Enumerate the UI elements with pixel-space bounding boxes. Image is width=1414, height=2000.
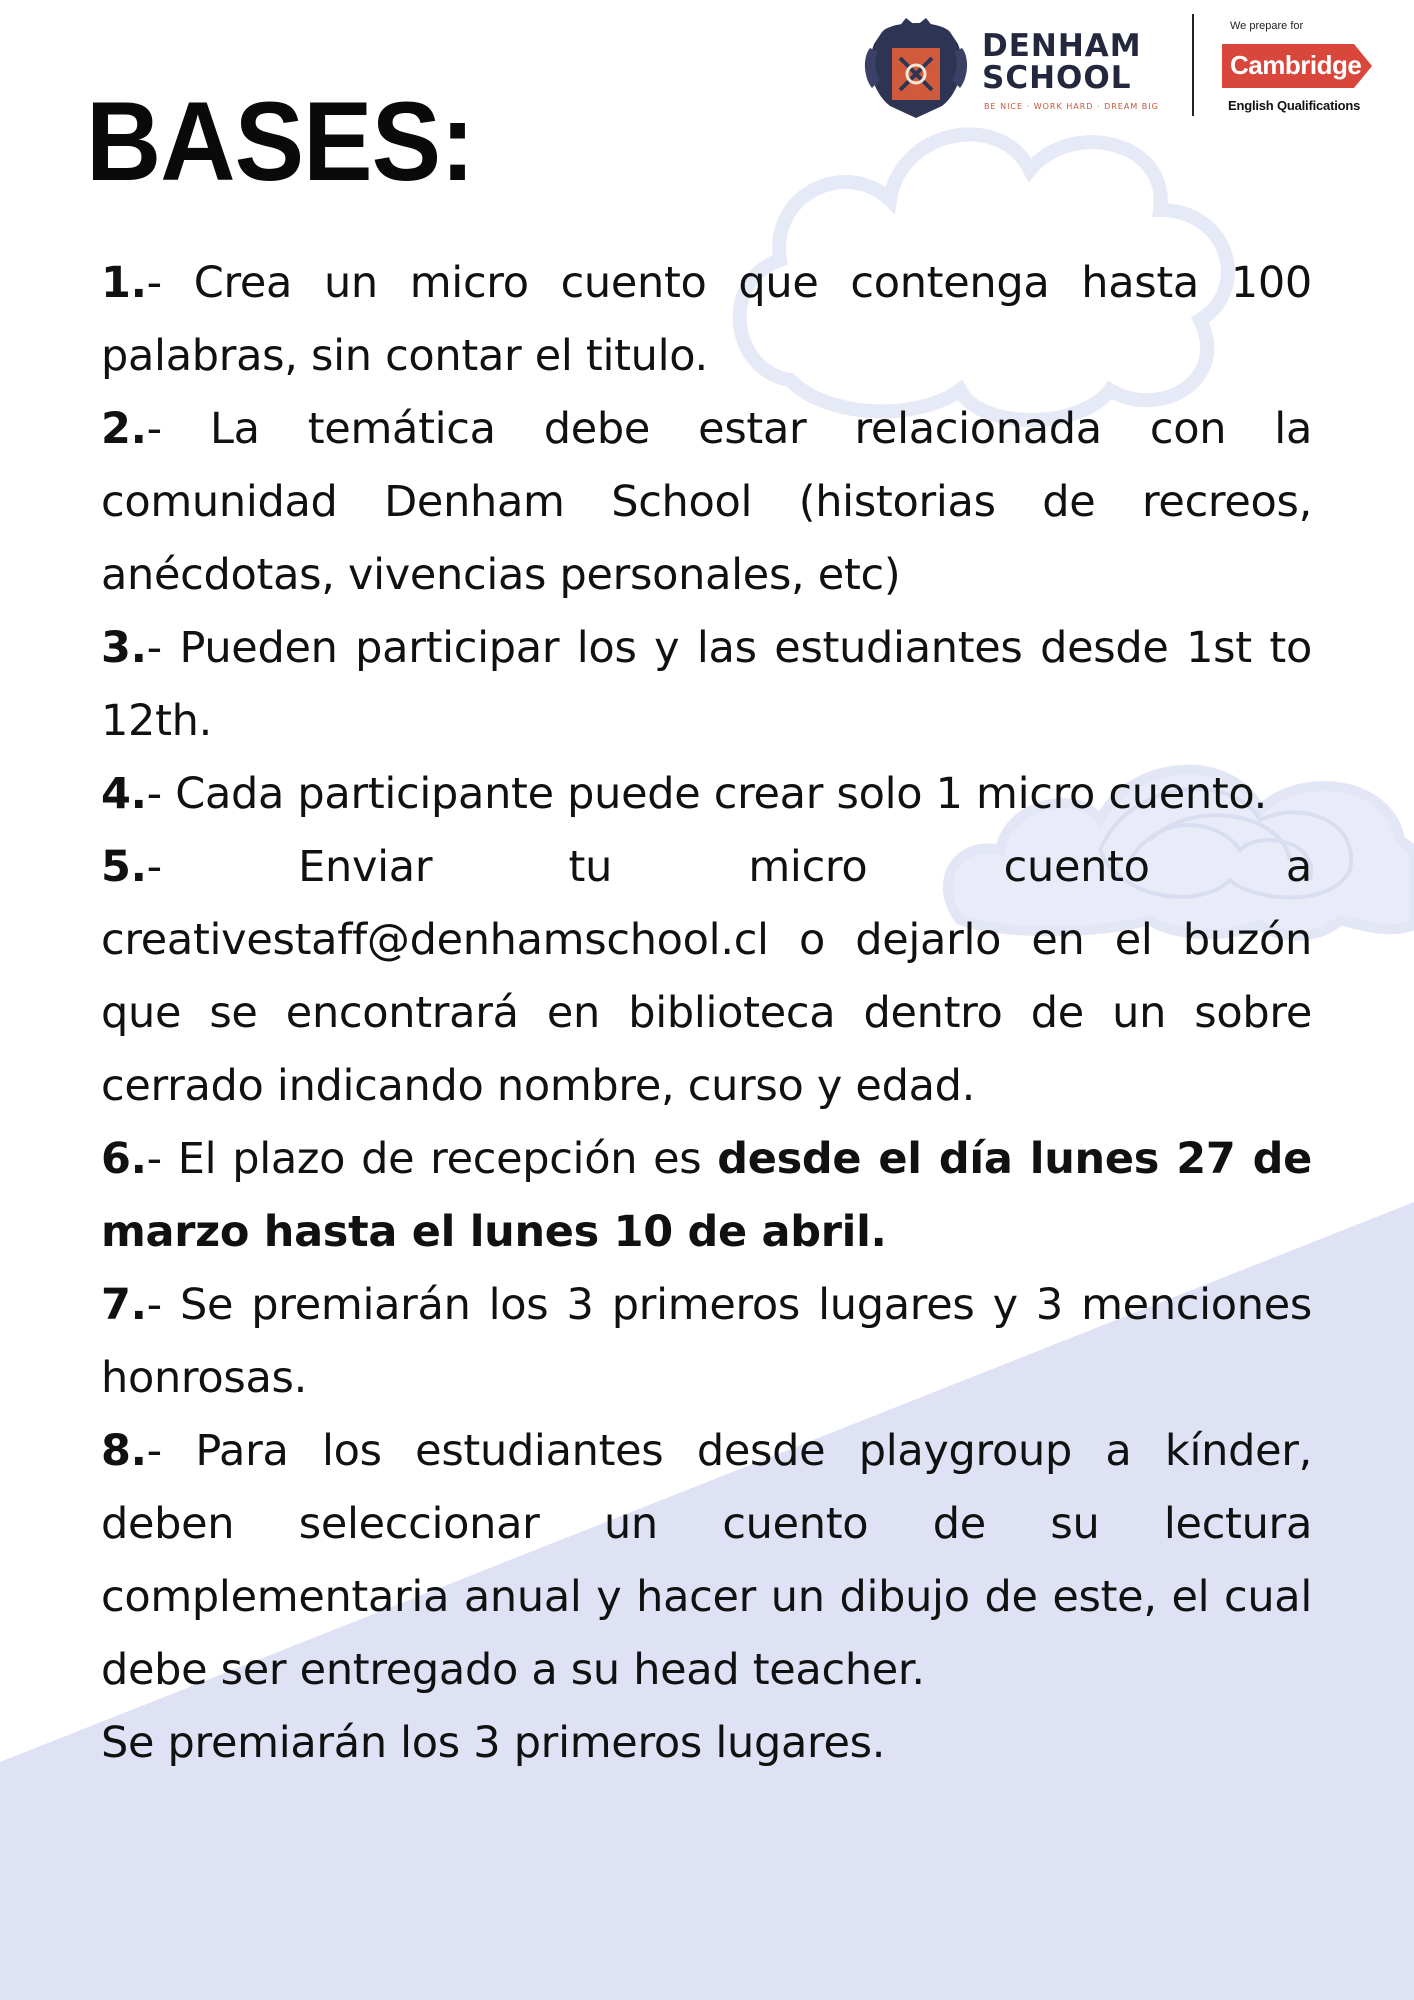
rule-text: Pueden participar los y las estudiantes desde 1st to 12th. [101, 623, 1312, 746]
school-name-line1: DENHAM [982, 28, 1142, 64]
school-name-line2: SCHOOL [982, 60, 1132, 96]
rule-separator: - [146, 404, 162, 454]
rule-item [101, 758, 1312, 831]
rule-item [101, 1123, 1312, 1269]
rule-number: 8. [101, 1426, 147, 1476]
school-motto: BE NICE · WORK HARD · DREAM BIG [984, 102, 1159, 111]
rule-text: La temática debe estar relacionada con la comunidad Denham School (historias de recreos, anécdotas, vivencias personales, etc) [101, 404, 1312, 600]
rule-separator: - [146, 1280, 162, 1330]
rule-text: Crea un micro cuento que contenga hasta 100 palabras, sin contar el titulo. [101, 258, 1312, 381]
rule-item [101, 1269, 1312, 1415]
rule-text: Para los estudiantes desde playgroup a kínder, deben seleccionar un cuento de su lectura complementaria anual y hacer un dibujo de este, el cual debe ser entregado a su head teacher. [101, 1426, 1312, 1695]
page-title: BASES: [86, 79, 474, 204]
rule-item [101, 1415, 1312, 1707]
rule-separator: - [146, 842, 162, 892]
cambridge-name: Cambridge [1230, 50, 1362, 80]
rule-number: 1. [101, 258, 147, 308]
school-crest-icon [862, 14, 970, 122]
cambridge-subtitle: English Qualifications [1228, 98, 1361, 113]
closing-line: Se premiarán los 3 primeros lugares. [101, 1718, 886, 1768]
rule-separator: - [146, 258, 162, 308]
rule-item [101, 247, 1312, 393]
rule-item [101, 831, 1312, 1123]
rule-separator: - [146, 1426, 162, 1476]
rule-text-bold: desde el día lunes 27 de marzo hasta el lunes 10 de abril. [101, 1134, 1312, 1257]
rule-number: 5. [101, 842, 147, 892]
rule-number: 3. [101, 623, 147, 673]
rule-number: 7. [101, 1280, 147, 1330]
header-logos [862, 12, 1382, 124]
rules-list [101, 247, 1312, 1780]
rule-text: Enviar tu micro cuento a creativestaff@denhamschool.cl o dejarlo en el buzón que se encontrará en biblioteca dentro de un sobre cerrado indicando nombre, curso y edad. [101, 842, 1312, 1111]
rule-item [101, 612, 1312, 758]
rule-text: Se premiarán los 3 primeros lugares y 3 menciones honrosas. [101, 1280, 1312, 1403]
rule-separator: - [146, 1134, 162, 1184]
rule-item [101, 393, 1312, 612]
rule-number: 2. [101, 404, 147, 454]
rule-separator: - [146, 769, 162, 819]
rule-text: Cada participante puede crear solo 1 micro cuento. [161, 769, 1268, 819]
rule-separator: - [146, 623, 162, 673]
school-name [982, 30, 1142, 94]
cambridge-prepare-text: We prepare for [1230, 20, 1304, 32]
logo-divider [1192, 14, 1194, 116]
rule-number: 6. [101, 1134, 147, 1184]
rule-text: El plazo de recepción es [161, 1134, 718, 1184]
rule-number: 4. [101, 769, 147, 819]
